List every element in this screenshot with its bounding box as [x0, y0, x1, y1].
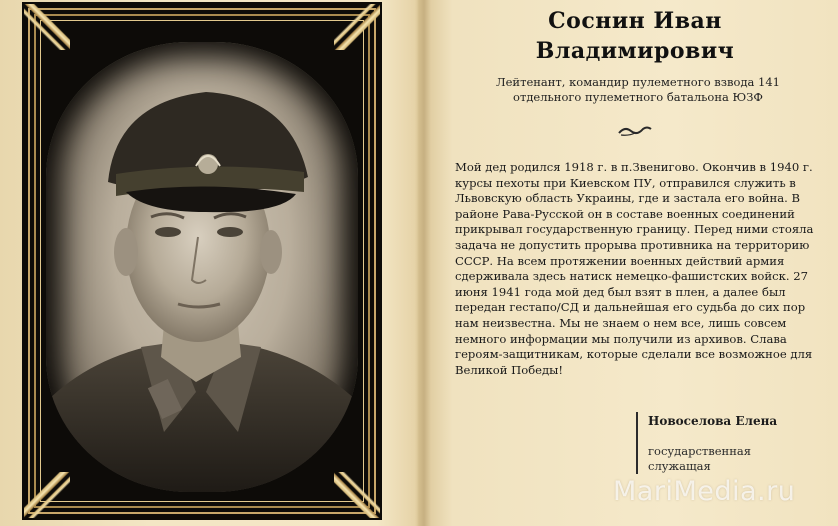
signature-divider — [636, 412, 638, 474]
author-name: Новоселова Елена — [648, 414, 778, 428]
person-name-line2: Владимирович — [535, 38, 735, 64]
person-rank: Лейтенант, командир пулеметного взвода 141 отдельного пулеметного батальона ЮЗФ — [496, 75, 780, 104]
frame-corner-top-left — [24, 4, 70, 50]
person-name-line1: Соснин Иван — [548, 8, 722, 34]
author-role: государственная служащая — [648, 444, 751, 473]
frame-corner-top-right — [334, 4, 380, 50]
biography-text: Мой дед родился 1918 г. в п.Звенигово. Окончив в 1940 г. курсы пехоты при Киевском ПУ, отправился служить в Львовскую область Украины, где и застала его война. В районе Рава-Русской он в составе военных соединений прикрывал государственную границу. Перед ними стояла задача не допустить прорыва противника на территорию СССР. На всем протяжении военных действий армия сдерживала здесь натиск немецко-фашистских войск. 27 июня 1941 года мой дед был взят в плен, а далее был передан гестапо/СД и дальнейшая его судьба до сих пор нам неизвестна. Мы не знаем о нем все, лишь совсем немного информации мы получили из архивов. Слава героям-защитникам, которые сделали все возможное для Великой Победы! — [455, 160, 814, 377]
portrait-illustration — [46, 42, 358, 492]
portrait-frame — [22, 2, 382, 520]
soldier-portrait-photo — [46, 42, 358, 492]
flourish-ornament-icon — [617, 124, 653, 138]
site-watermark: MariMedia.ru — [613, 476, 796, 507]
frame-corner-bottom-left — [24, 472, 70, 518]
person-name-title — [470, 6, 800, 66]
frame-corner-bottom-right — [334, 472, 380, 518]
book-spine — [417, 0, 431, 526]
